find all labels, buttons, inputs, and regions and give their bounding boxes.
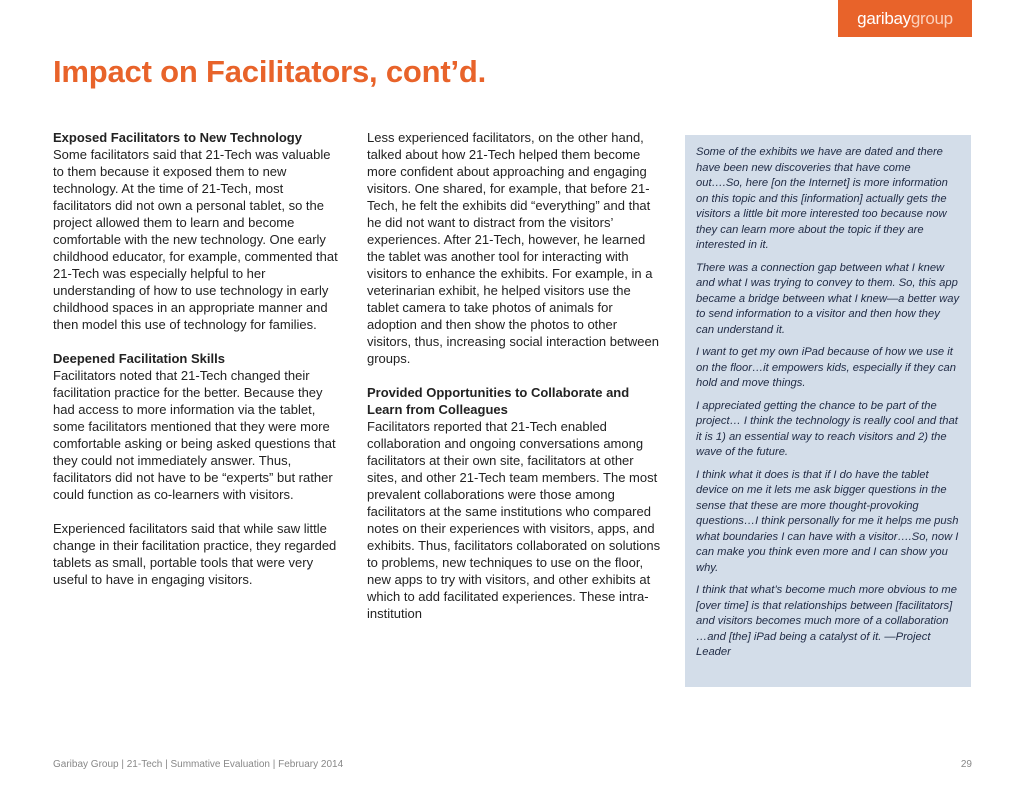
quotes-sidebar [685, 135, 971, 687]
middle-column [367, 129, 662, 622]
quote: Some of the exhibits we have are dated and there have been new discoveries that have come out….So, here [on the Internet] is more information on this topic and this [information] actually gets the visitors a little bit more interested too because now they can learn more about the topic if they are interested in it. [696, 146, 948, 251]
paragraph-exposed-technology: Some facilitators said that 21-Tech was valuable to them because it exposed them to new technology. At the time of 21-Tech, most facilitators did not own a personal tablet, so the project allowed them to learn and become comfortable with the new technology. One early childhood educator, for example, commented that 21-Tech was especially helpful to her understanding of how to use technology in early childhood spaces in an appropriate manner and then model this use of technology for families. [53, 147, 338, 332]
quote: There was a connection gap between what I knew and what I was trying to convey to them. So, this app became a bridge between what I knew—a better way to send information to a visitor and then how they can understand it. [696, 261, 960, 336]
section-heading-collaborate: Provided Opportunities to Collaborate and Learn from Colleagues [367, 385, 630, 417]
paragraph-collaborate: Facilitators reported that 21-Tech enabled collaboration and ongoing conversations among facilitators at their own site, facilitators at other sites, and other 21-Tech team members. The most prevalent collaborations were those among facilitators at the same institutions who compared notes on their experiences with visitors, apps, and exhibits. Thus, facilitators collaborated on solutions to problems, new techniques to use on the floor, new apps to try with visitors, and other exhibits at which to add facilitated experiences. These intra-institution [367, 419, 661, 621]
logo-text-dark: garibay [857, 9, 911, 28]
paragraph-spacer [53, 503, 343, 520]
section-heading-facilitation-skills: Deepened Facilitation Skills [53, 351, 225, 366]
logo-text-light: group [910, 9, 953, 28]
paragraph-spacer [53, 333, 343, 350]
paragraph-less-experienced: Less experienced facilitators, on the other hand, talked about how 21-Tech helped them become more confident about approaching and engaging visitors. One shared, for example, that before 21-Tech, he felt the exhibits did “everything” and that he did not want to distract from the visitors’ experiences. After 21-Tech, however, he learned the tablet was another tool for interacting with visitors to enhance the exhibits. For example, in a veterinarian exhibit, he helped visitors use the tablet camera to take photos of animals for adoption and then show the photos to other visitors, thus, increasing social interaction between groups. [367, 130, 659, 366]
paragraph-facilitation-skills: Facilitators noted that 21-Tech changed their facilitation practice for the better. Because they had access to more information via the tablet, some facilitators mentioned that they were more comfortable asking or being asked questions that they could not immediately answer. Thus, facilitators did not have to be “experts” but rather could function as co-learners with visitors. [53, 368, 336, 502]
quote: I think what it does is that if I do have the tablet device on me it lets me ask bigger questions in the sense that these are more thought-provoking questions…I think personally for me it helps me push what boundaries I can have with a visitor….So, now I can make you think even more and I can show you why. [696, 468, 959, 574]
quote: I think that what’s become much more obvious to me [over time] is that relationships between [facilitators] and visitors becomes much more of a collaboration …and [the] iPad being a catalyst of it. —Project Leader [696, 584, 957, 658]
section-heading-exposed-technology: Exposed Facilitators to New Technology [53, 130, 302, 145]
paragraph-spacer [367, 367, 662, 384]
quote: I appreciated getting the chance to be part of the project… I think the technology is really cool and that it is 1) an essential way to reach visitors and 2) the wave of the future. [696, 399, 958, 458]
quote: I want to get my own iPad because of how we use it on the floor…it empowers kids, especially if they can hold and move things. [696, 346, 956, 389]
page-footer: Garibay Group | 21-Tech | Summative Evaluation | February 2014 [53, 759, 344, 770]
page-number: 29 [960, 759, 972, 770]
left-column [53, 129, 343, 588]
page-title: Impact on Facilitators, cont’d. [53, 54, 487, 89]
paragraph-experienced-facilitators: Experienced facilitators said that while saw little change in their facilitation practice, they regarded tablets as small, portable tools that were very useful to have in engaging visitors. [53, 521, 337, 587]
garibay-group-logo [838, 0, 972, 37]
